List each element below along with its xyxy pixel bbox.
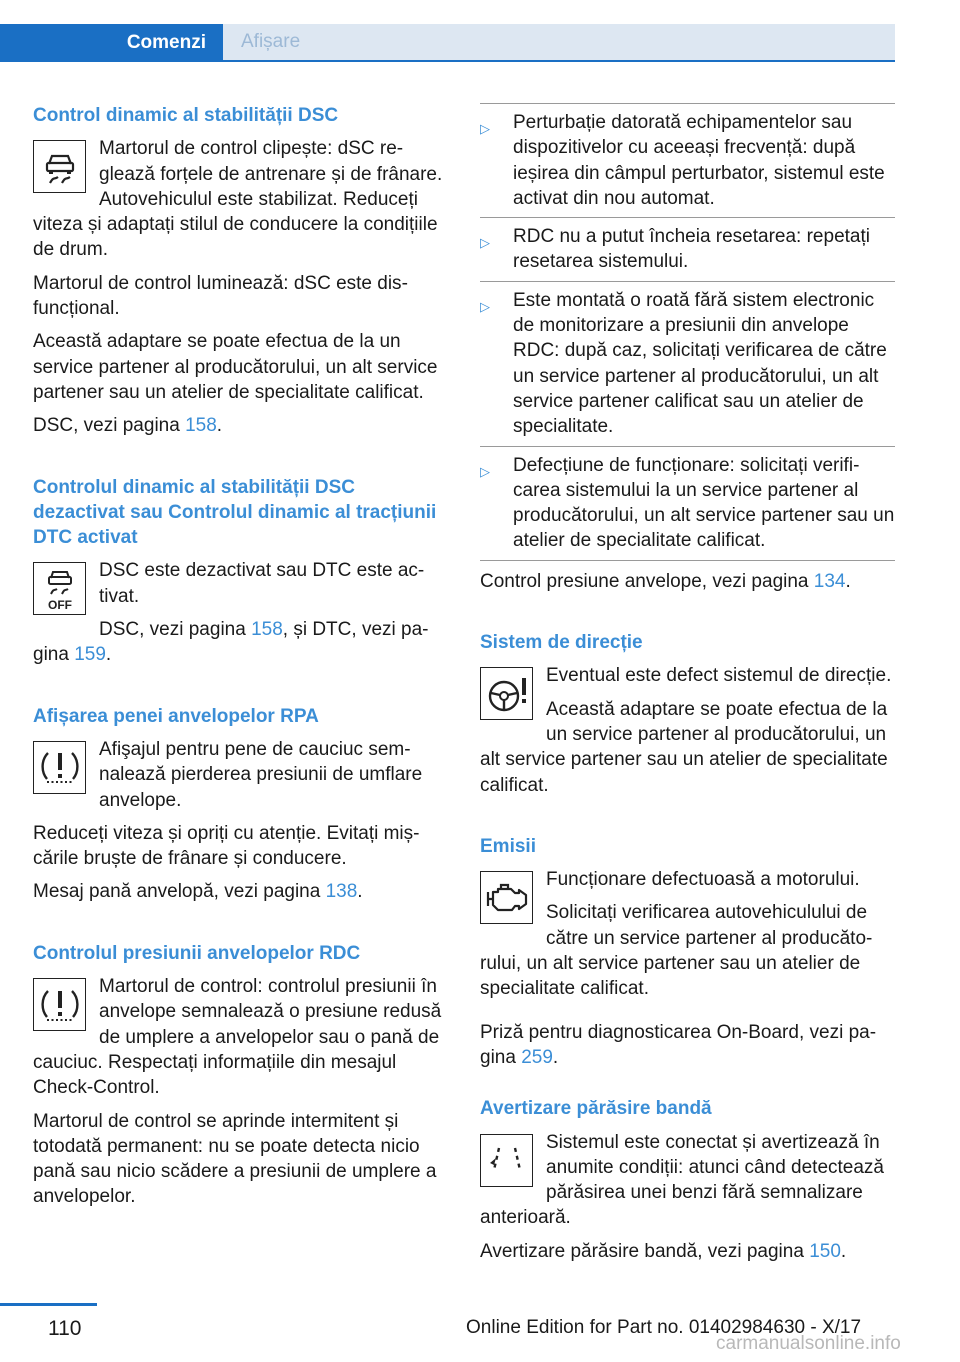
rpa-reference (33, 879, 445, 904)
rdc-fault-list (480, 103, 895, 561)
tire-page-link[interactable]: 134 (813, 570, 846, 592)
dsc-off-reference (33, 617, 445, 668)
footer-rule (0, 1303, 97, 1306)
off-label: OFF (47, 597, 72, 611)
rdc-text-2: Martorul de control se aprinde intermitent și totodată permanent: nu se poate detecta nicio pană sau nicio scădere a presiunii de umplere a anvelopelor. (33, 1110, 437, 1208)
rpa-block (33, 737, 445, 821)
dsc-off-page-link-2[interactable]: 159 (74, 644, 106, 666)
dsc-text-2: Martorul de control luminează: dSC este disfuncțional. (33, 272, 408, 320)
dsc-off-ref-prefix: DSC, vezi pagina (99, 619, 252, 641)
dsc-block (33, 136, 445, 270)
rpa-text-1: Afişajul pentru pene de cauciuc semnalează pierderea presiunii de umflare anvelope. (99, 738, 423, 811)
list-item (480, 453, 895, 561)
dsc-off-ref-suffix: . (105, 644, 112, 666)
list-item-text: Este montată o roată fără sistem electronic de monitorizare a presiunii din anvelope RDC: după caz, solicitați verificarea de către un service partener al producătorului, un alt service partener calificat sau un atelier de specialitate. (513, 289, 887, 438)
lane-ref-suffix: . (840, 1240, 847, 1262)
dsc-off-page-link-1[interactable]: 158 (251, 619, 283, 641)
page-number: 110 (48, 1317, 82, 1340)
edition-note: Online Edition for Part no. 01402984630 - X/17 (466, 1317, 862, 1338)
dsc-off-block (33, 558, 445, 675)
tab-comenzi[interactable]: Comenzi (0, 24, 223, 62)
heading-rpa: Afișarea penei anvelopelor RPA (33, 705, 319, 727)
dsc-page-link[interactable]: 158 (185, 415, 217, 437)
tire-pressure-warning-icon (33, 741, 86, 794)
dsc-off-text-1: DSC este dezactivat sau DTC este activat. (99, 560, 425, 607)
tire-ref-suffix: . (845, 570, 851, 592)
dsc-off-ref-mid: , și DTC, vezi pagina (33, 619, 429, 666)
list-item-text: Perturbație datorată echipamentelor sau dispozitivelor cu aceeași frecvență: după ieșirea din câmpul perturbator, sistemul este activat din nou automat. (513, 112, 885, 209)
rpa-ref-suffix: . (357, 881, 363, 903)
obd-ref-suffix: . (552, 1046, 559, 1068)
right-column (480, 103, 895, 1272)
emissions-text-2: Solicitați verificarea autovehiculului de către un service partener al producătorului, un alt service partener sau un atelier de specialitate calificat. (480, 902, 873, 1000)
steering-block (480, 663, 895, 805)
lane-page-link[interactable]: 150 (809, 1240, 841, 1262)
heading-rdc: Controlul presiunii anvelopelor RDC (33, 942, 361, 964)
dsc-ref-suffix: . (216, 415, 223, 437)
tab-afisare[interactable]: Afișare (223, 24, 895, 60)
chapter-tabs (0, 24, 895, 62)
skid-car-off-icon (33, 562, 86, 615)
engine-check-icon (480, 871, 533, 924)
heading-dsc: Control dinamic al stabilității DSC (33, 105, 339, 126)
watermark: carmanualsonline.info (716, 1333, 901, 1354)
triangle-bullet-icon: ▷ (480, 121, 490, 136)
obd-reference (480, 1020, 895, 1071)
rpa-ref-prefix: Mesaj pană anvelopă, vezi pagina (33, 881, 326, 903)
tab-underline (223, 60, 895, 62)
heading-lane: Avertizare părăsire bandă (480, 1098, 712, 1120)
obd-page-link[interactable]: 259 (521, 1046, 553, 1068)
skid-car-icon (33, 140, 86, 193)
list-item (480, 288, 895, 447)
heading-steering: Sistem de direcție (480, 632, 643, 654)
lane-departure-icon (480, 1134, 533, 1187)
obd-ref-prefix: Priză pentru diagnosticarea On-Board, vezi pagina (480, 1021, 877, 1068)
dsc-ref-prefix: DSC, vezi pagina (33, 415, 186, 437)
triangle-bullet-icon: ▷ (480, 463, 490, 479)
list-item-text: RDC nu a putut încheia resetarea: repetați resetarea sistemului. (513, 226, 870, 273)
tire-ref-prefix: Control presiune anvelope, vezi pagina (480, 570, 814, 592)
heading-dsc-off: Controlul dinamic al stabilității DSC dezactivat sau Controlul dinamic al tracțiunii DTC activat (33, 476, 437, 549)
triangle-bullet-icon: ▷ (480, 235, 490, 251)
steering-text-2: Această adaptare se poate efectua de la un service partener al producătorului, un alt service partener sau un atelier de specialitate calificat. (480, 698, 888, 796)
left-column (33, 103, 445, 1218)
tire-pressure-monitor-icon (33, 978, 86, 1031)
dsc-text-1: Martorul de control clipește: dSC reglează forțele de antrenare și de frânare. Autovehiculul este stabilizat. Reduceți viteza și adaptați stilul de conducere la condițiile de drum. (33, 138, 443, 261)
lane-ref-prefix: Avertizare părăsire bandă, vezi pagina (480, 1240, 810, 1262)
list-item (480, 103, 895, 218)
lane-block (480, 1130, 895, 1239)
steering-warning-icon (480, 667, 533, 720)
lane-reference (480, 1239, 895, 1264)
tire-reference (480, 569, 895, 594)
steering-text-1: Eventual este defect sistemul de direcție. (546, 665, 892, 687)
dsc-reference (33, 413, 445, 438)
rdc-text-1: Martorul de control: controlul presiunii în anvelope semnalează o presiune redusă de umplere a anvelopelor sau o pană de cauciuc. Respectați informațiile din mesajul Check-Control. (33, 976, 442, 1099)
emissions-text-1: Funcționare defectuoasă a motorului. (546, 869, 860, 891)
rdc-block (33, 974, 445, 1108)
rpa-page-link[interactable]: 138 (325, 881, 358, 903)
dsc-text-3: Această adaptare se poate efectua de la un service partener al producătorului, un alt service partener sau un atelier de specialitate calificat. (33, 331, 438, 403)
heading-emissions: Emisii (480, 835, 536, 857)
list-item (480, 224, 895, 282)
rpa-text-2: Reduceți viteza și opriți cu atenție. Evitați mișcările bruște de frânare și conducere. (33, 822, 420, 870)
lane-text-1: Sistemul este conectat și avertizează în anumite condiții: atunci când detectează părăsirea unei benzi fără semnalizare anterioară. (480, 1131, 884, 1229)
emissions-block (480, 867, 895, 1009)
triangle-bullet-icon: ▷ (480, 298, 490, 314)
list-item-text: Defecțiune de funcționare: solicitați verificarea sistemului la un service partener al producătorului, un alt service partener sau un atelier de specialitate calificat. (513, 454, 895, 552)
